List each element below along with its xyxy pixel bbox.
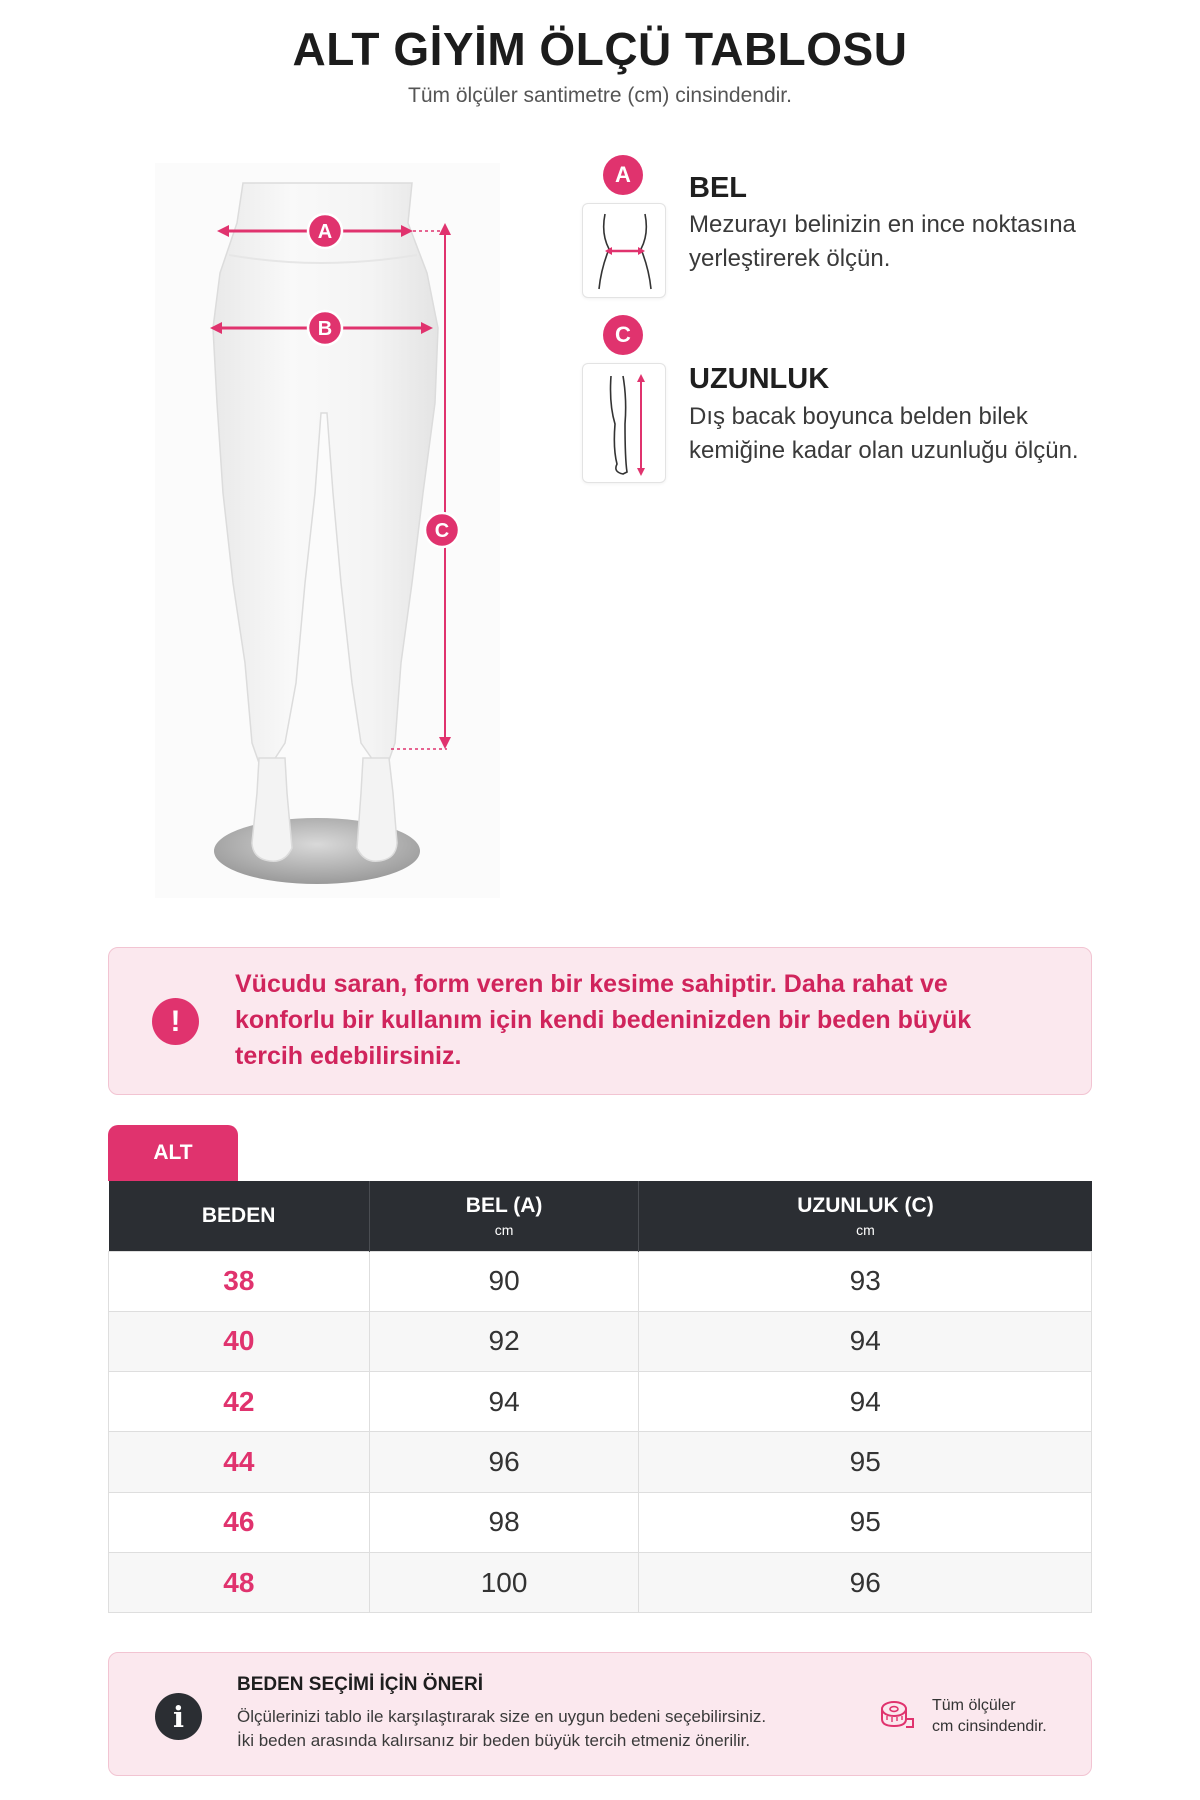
measuring-tape-icon [879, 1697, 915, 1733]
size-cell: 40 [109, 1311, 370, 1371]
table-row [109, 1251, 1092, 1311]
warning-line: tercih edebilirsiniz. [235, 1042, 462, 1070]
exclamation-circle-icon: ! [152, 998, 199, 1045]
tip-line: İki beden arasında kalırsanız bir beden büyük tercih etmeniz önerilir. [237, 1731, 751, 1750]
header-unit: cm [856, 1221, 875, 1238]
fit-warning-box [108, 947, 1092, 1095]
size-cell: 44 [109, 1432, 370, 1492]
measure-desc-line: yerleştirerek ölçün. [689, 245, 891, 272]
measure-title-length: UZUNLUK [689, 363, 830, 395]
measure-badge-a: A [603, 155, 643, 195]
size-tip-box [108, 1652, 1092, 1776]
leg-length-diagram-icon [583, 364, 667, 484]
waist-cell: 100 [369, 1552, 639, 1612]
info-circle-icon: i [155, 1693, 202, 1740]
length-cell: 93 [639, 1251, 1092, 1311]
page-title: ALT GİYİM ÖLÇÜ TABLOSU [292, 23, 908, 75]
length-thumbnail [582, 363, 666, 483]
header-waist: BEL (A) cm [369, 1181, 639, 1251]
marker-b-label: B [317, 318, 333, 340]
marker-a-label: A [317, 221, 333, 243]
tip-unit-note [932, 1695, 1072, 1737]
waist-cell: 96 [369, 1432, 639, 1492]
header-size: BEDEN [109, 1181, 370, 1251]
warning-line: Vücudu saran, form veren bir kesime sahiptir. Daha rahat ve [235, 970, 948, 998]
table-row [109, 1432, 1092, 1492]
mannequin-illustration [155, 163, 500, 898]
waist-diagram-icon [583, 204, 667, 299]
measure-desc-line: Dış bacak boyunca belden bilek [689, 403, 1028, 430]
table-row [109, 1372, 1092, 1432]
size-cell: 48 [109, 1552, 370, 1612]
measure-length [580, 315, 1100, 464]
size-cell: 38 [109, 1251, 370, 1311]
tip-note-line: cm cinsindendir. [932, 1718, 1047, 1735]
table-row [109, 1492, 1092, 1552]
mannequin-legs [213, 183, 438, 763]
table-header-row [109, 1181, 1092, 1251]
measure-desc-waist [689, 208, 1109, 276]
size-cell: 46 [109, 1492, 370, 1552]
length-cell: 96 [639, 1552, 1092, 1612]
tab-alt[interactable]: ALT [108, 1125, 238, 1181]
warning-line: konforlu bir kullanım için kendi bedeninizden bir beden büyük [235, 1006, 972, 1034]
waist-cell: 94 [369, 1372, 639, 1432]
waist-cell: 98 [369, 1492, 639, 1552]
length-cell: 95 [639, 1492, 1092, 1552]
measure-title-waist: BEL [689, 172, 747, 204]
measure-desc-line: kemiğine kadar olan uzunluğu ölçün. [689, 437, 1079, 464]
tip-text [237, 1705, 837, 1753]
tip-note-line: Tüm ölçüler [932, 1697, 1016, 1714]
header-unit: cm [494, 1221, 514, 1238]
table-row [109, 1552, 1092, 1612]
waist-thumbnail [582, 203, 666, 298]
size-table [108, 1181, 1092, 1613]
page-subtitle: Tüm ölçüler santimetre (cm) cinsindendir. [408, 84, 792, 107]
marker-c-label: C [434, 520, 450, 542]
measure-desc-line: Mezurayı belinizin en ince noktasına [689, 211, 1076, 238]
fit-warning-text [235, 966, 1055, 1074]
waist-cell: 92 [369, 1311, 639, 1371]
size-cell: 42 [109, 1372, 370, 1432]
header-length: UZUNLUK (C) cm [639, 1181, 1092, 1251]
tip-title: BEDEN SEÇİMİ İÇİN ÖNERİ [237, 1674, 483, 1695]
table-row [109, 1311, 1092, 1371]
measure-waist [580, 155, 1100, 295]
tip-line: Ölçülerinizi tablo ile karşılaştırarak size en uygun bedeni seçebilirsiniz. [237, 1707, 767, 1726]
length-cell: 94 [639, 1311, 1092, 1371]
mannequin-figure [155, 163, 500, 898]
measure-badge-c: C [603, 315, 643, 355]
length-cell: 95 [639, 1432, 1092, 1492]
measure-desc-length [689, 400, 1109, 468]
waist-cell: 90 [369, 1251, 639, 1311]
length-cell: 94 [639, 1372, 1092, 1432]
